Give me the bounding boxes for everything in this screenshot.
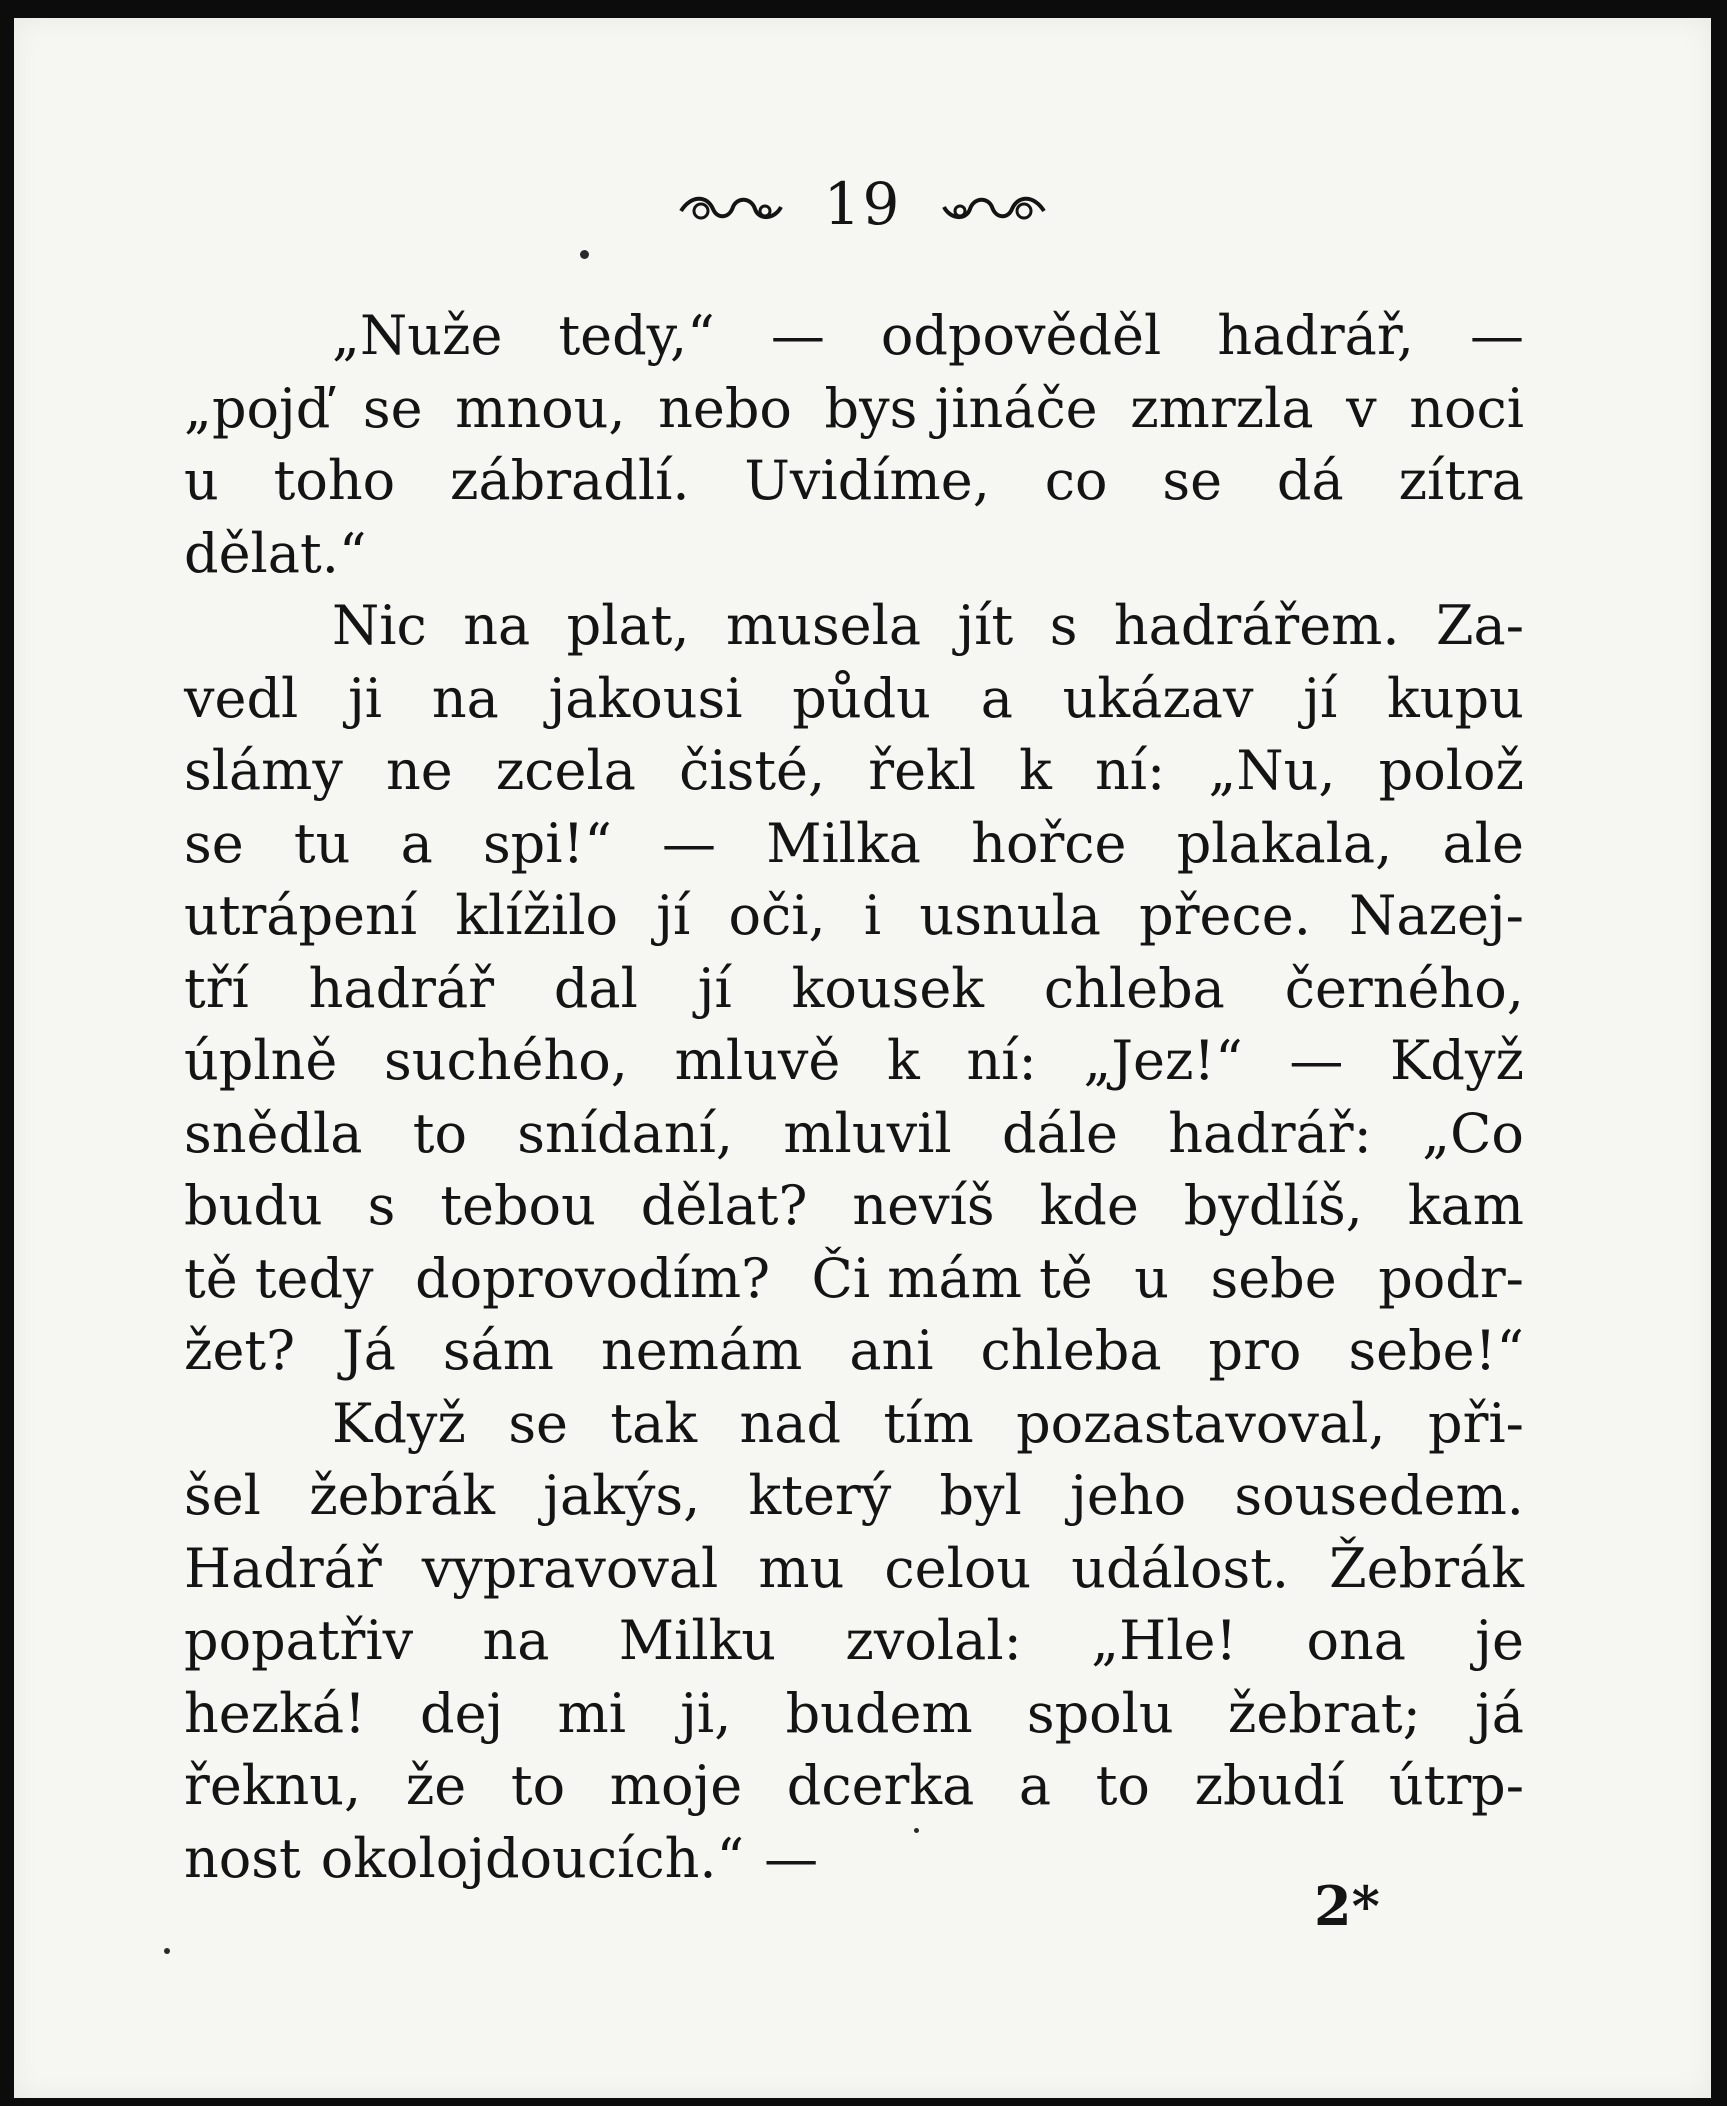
word: okolojdoucích.“ [320, 1826, 745, 1890]
text-line [184, 1315, 1524, 1388]
word: Když [332, 1391, 466, 1455]
word: jeho [1070, 1464, 1187, 1527]
word: žebrák [309, 1464, 495, 1527]
word: ní: [966, 1029, 1037, 1092]
word: zbudí [1194, 1754, 1345, 1817]
word: pozastavoval, [1016, 1391, 1386, 1455]
word: — [662, 811, 717, 875]
word: čisté, [679, 739, 826, 802]
text-line [184, 1533, 1524, 1606]
word: jakýs, [543, 1464, 701, 1527]
word: „Co [1422, 1101, 1524, 1165]
word: ní: [1094, 739, 1166, 802]
word: s [1049, 594, 1078, 657]
word: černého, [1284, 956, 1524, 1020]
word: já [1475, 1681, 1524, 1745]
word: kousek [791, 956, 985, 1020]
word: žet? [184, 1319, 296, 1382]
word: — [764, 1826, 819, 1890]
word: žebrat; [1227, 1681, 1421, 1745]
word: vypravoval [421, 1536, 719, 1600]
word: hadrář: [1168, 1101, 1372, 1165]
word: budem [785, 1681, 973, 1745]
word: celou [884, 1536, 1032, 1600]
word: tak [610, 1391, 698, 1455]
word: se [184, 811, 244, 875]
text-line [184, 445, 1524, 518]
word: budu [184, 1174, 323, 1237]
word: sousedem. [1234, 1464, 1524, 1527]
word: událost. [1071, 1536, 1290, 1600]
word: tu [293, 811, 351, 875]
text-line [184, 880, 1524, 953]
word: mluvě [674, 1029, 841, 1092]
word: dal [553, 956, 638, 1020]
word: dcerka [786, 1754, 975, 1817]
word: Za- [1435, 594, 1524, 657]
word: hezká! [184, 1681, 366, 1745]
word: nebo [658, 376, 792, 440]
word: ale [1442, 811, 1524, 875]
text-line [184, 518, 1524, 591]
word: kde [1039, 1174, 1139, 1237]
word: mnou, [455, 376, 626, 440]
word: utrápení [184, 884, 418, 947]
word: kam [1407, 1174, 1524, 1237]
word: popatřiv [184, 1609, 414, 1672]
ink-speck [580, 250, 589, 259]
word: jí [656, 884, 691, 947]
ornament-right-icon [940, 189, 1048, 229]
text-line [184, 1025, 1524, 1098]
word: hadrář, [1217, 304, 1414, 367]
page-number: 19 [823, 170, 902, 238]
word: i [863, 884, 882, 947]
text-line [184, 953, 1524, 1026]
word: toho [273, 449, 396, 512]
word: spolu [1026, 1681, 1174, 1745]
word: oči, [728, 884, 826, 947]
text-line [184, 373, 1524, 446]
word: — [770, 304, 825, 367]
word: moje [609, 1754, 743, 1817]
word: doprovodím? [415, 1246, 771, 1310]
word: spi!“ [482, 811, 612, 875]
word: co [1044, 449, 1108, 512]
word: na [463, 594, 531, 657]
word: u [184, 449, 219, 512]
word: klížilo [455, 884, 619, 947]
word: slámy [184, 739, 343, 802]
text-line [184, 1388, 1524, 1461]
word: Milku [618, 1609, 777, 1672]
word: na [482, 1609, 550, 1672]
word: zmrzla [1130, 376, 1314, 440]
word: nevíš [852, 1174, 995, 1237]
word: chleba [980, 1319, 1162, 1382]
word: s [367, 1174, 396, 1237]
word: ona [1306, 1609, 1406, 1672]
word: byl [939, 1464, 1022, 1527]
word: v [1346, 376, 1377, 440]
word: jí [1303, 666, 1338, 730]
ink-speck [914, 1828, 919, 1833]
word: ne [386, 739, 453, 802]
word: k [1019, 739, 1052, 802]
text-line [184, 1170, 1524, 1243]
word: Nazej- [1349, 884, 1524, 947]
word: Nic [332, 594, 427, 657]
word: snědla [184, 1101, 363, 1165]
word: kupu [1387, 666, 1524, 730]
word: Hadrář [184, 1536, 382, 1600]
word: jít [957, 594, 1014, 657]
word: „Nuže [332, 304, 503, 367]
running-head [14, 170, 1711, 238]
text-line [184, 808, 1524, 881]
word: Uvidíme, [744, 449, 990, 512]
word: zábradlí. [450, 449, 690, 512]
word: se [362, 376, 423, 440]
word: a [400, 811, 433, 875]
word: pro [1208, 1319, 1302, 1382]
signature-mark: 2* [1314, 1874, 1380, 1938]
word: plat, [566, 594, 690, 657]
text-line [184, 1605, 1524, 1678]
word: tří [184, 956, 249, 1020]
word: půdu [792, 666, 931, 730]
word: — [1289, 1029, 1344, 1092]
word: tím [883, 1391, 974, 1455]
word: sebe!“ [1348, 1319, 1524, 1382]
word: ji [348, 666, 383, 730]
text-line [184, 1678, 1524, 1751]
word: nost [184, 1826, 301, 1890]
word: že [405, 1754, 467, 1817]
word: řeknu, [184, 1754, 362, 1817]
word: zcela [495, 739, 636, 802]
word: „Hle! [1091, 1609, 1238, 1672]
word: Milka [766, 811, 921, 875]
body-text [184, 300, 1524, 1895]
word: hadrářem. [1113, 594, 1400, 657]
word: zítra [1398, 449, 1524, 512]
word: na [431, 666, 499, 730]
word: musela [725, 594, 922, 657]
word: ji, [680, 1681, 732, 1745]
word: „Jez!“ [1083, 1029, 1243, 1092]
word: jí [697, 956, 732, 1020]
word: polož [1378, 739, 1524, 802]
word: je [1475, 1609, 1524, 1672]
word: ani [849, 1319, 934, 1382]
text-line [184, 663, 1524, 736]
word: u [1134, 1246, 1170, 1310]
word: tě tedy [184, 1246, 374, 1310]
word: ukázav [1062, 666, 1254, 730]
text-line [184, 1098, 1524, 1171]
word: hořce [971, 811, 1127, 875]
word: řekl [868, 739, 977, 802]
word: přece. [1139, 884, 1311, 947]
word: Žebrák [1329, 1536, 1524, 1600]
word: úplně [184, 1029, 338, 1092]
word: — [1469, 304, 1524, 367]
word: to [510, 1754, 566, 1817]
text-line [184, 735, 1524, 808]
text-line [184, 1750, 1524, 1823]
word: to [1095, 1754, 1150, 1817]
word: mu [758, 1536, 845, 1600]
word: útrp- [1388, 1754, 1524, 1817]
word: dále [1001, 1101, 1118, 1165]
word: noci [1409, 376, 1524, 440]
text-line [184, 1460, 1524, 1533]
word: dělat? [640, 1174, 808, 1237]
book-page [14, 18, 1711, 2098]
word: nad [739, 1391, 842, 1455]
word: dej [420, 1681, 504, 1745]
word: snídaní, [517, 1101, 734, 1165]
word: mi [557, 1681, 626, 1745]
word: chleba [1043, 956, 1225, 1020]
word: plakala, [1176, 811, 1393, 875]
word: Když [1390, 1029, 1524, 1092]
word: šel [184, 1464, 261, 1527]
word: „Nu, [1208, 739, 1336, 802]
word: suchého, [384, 1029, 628, 1092]
word: sebe [1210, 1246, 1337, 1310]
word: Já [342, 1319, 396, 1382]
word: k [887, 1029, 920, 1092]
word: při- [1428, 1391, 1524, 1455]
word: se [1162, 449, 1223, 512]
word: bys jináče [824, 376, 1098, 440]
word: a [980, 666, 1013, 730]
word: odpověděl [880, 304, 1162, 367]
word: nemám [600, 1319, 803, 1382]
word: vedl [184, 666, 299, 730]
word: dělat.“ [184, 521, 367, 585]
word: zvolal: [845, 1609, 1022, 1672]
word: usnula [919, 884, 1101, 947]
word: se [508, 1391, 568, 1455]
word: bydlíš, [1183, 1174, 1363, 1237]
word: a [1018, 1754, 1052, 1817]
word: Či mám tě [811, 1246, 1093, 1310]
word: hadrář [308, 956, 495, 1020]
word: mluvil [783, 1101, 952, 1165]
word: který [748, 1464, 892, 1527]
word: sám [442, 1319, 554, 1382]
word: dá [1276, 449, 1344, 512]
word: podr- [1378, 1246, 1524, 1310]
word: tebou [440, 1174, 596, 1237]
text-line [184, 590, 1524, 663]
word: to [412, 1101, 467, 1165]
word: jakousi [548, 666, 743, 730]
word: „pojď [184, 376, 331, 440]
ornament-left-icon [677, 189, 785, 229]
text-line [184, 1243, 1524, 1316]
word: tedy,“ [558, 304, 715, 367]
ink-speck [164, 1948, 170, 1954]
text-line [184, 300, 1524, 373]
